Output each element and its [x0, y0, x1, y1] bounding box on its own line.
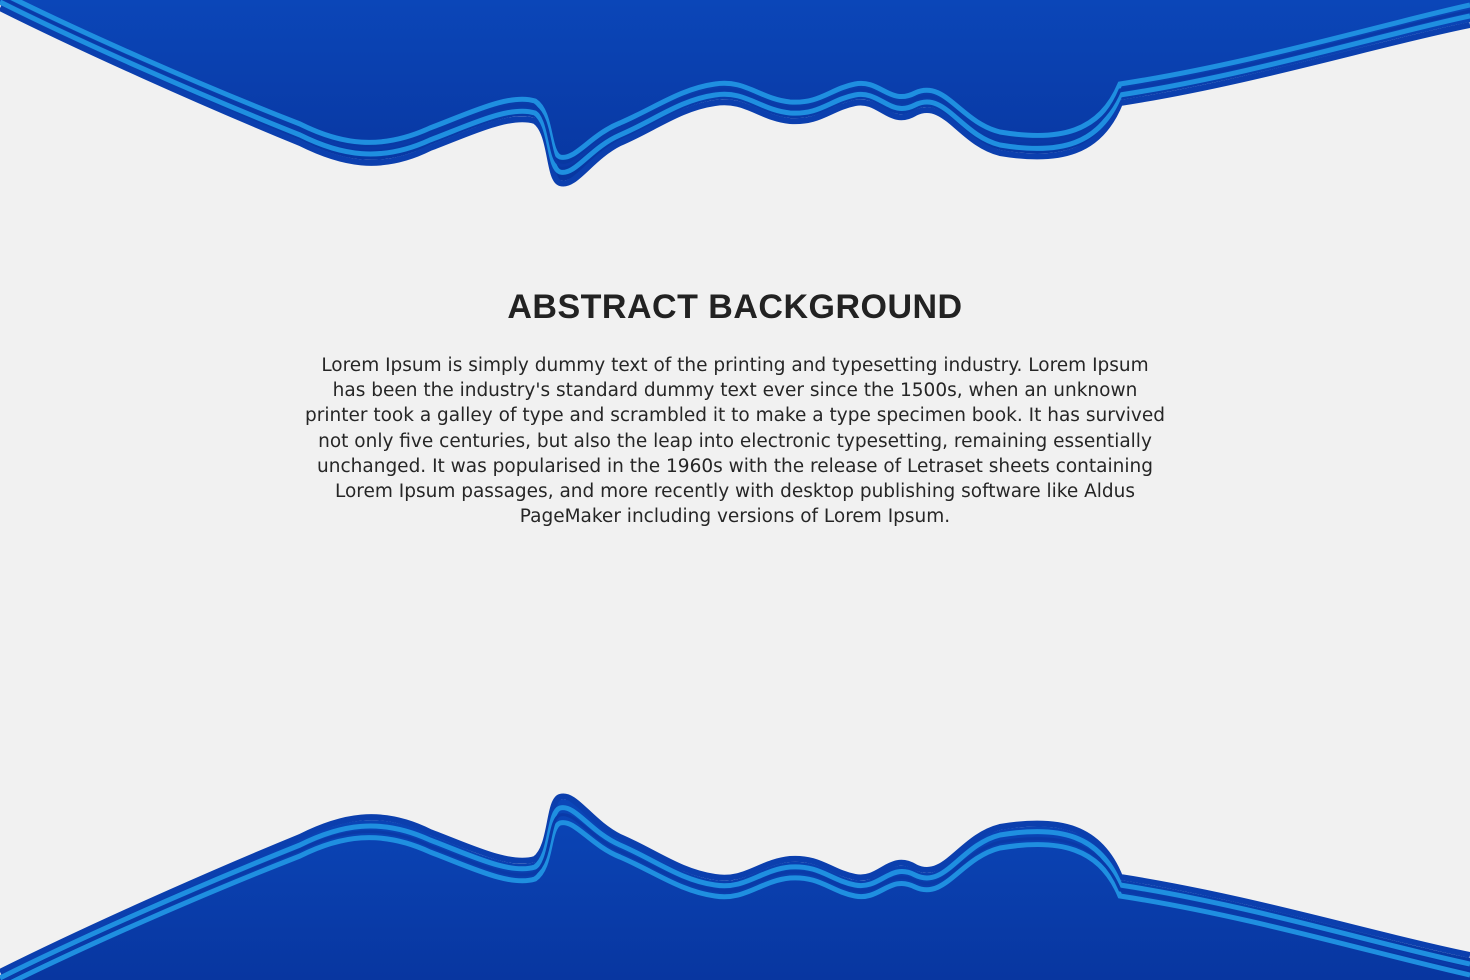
- page-title: ABSTRACT BACKGROUND: [507, 288, 963, 326]
- bottom-wave-decoration: [0, 790, 1470, 980]
- text-block: [305, 285, 1165, 529]
- top-wave-decoration: [0, 0, 1470, 190]
- body-paragraph: Lorem Ipsum is simply dummy text of the printing and typesetting industry. Lorem Ipsum has been the industry's standard dummy text ever since the 1500s, when an unknown printer took a galley of type and scrambled it to make a type specimen book. It has survived not only five centuries, but also the leap into electronic typesetting, remaining essentially unchanged. It was popularised in the 1960s with the release of Letraset sheets containing Lorem Ipsum passages, and more recently with desktop publishing software like Aldus PageMaker including versions of Lorem Ipsum.: [305, 355, 1165, 528]
